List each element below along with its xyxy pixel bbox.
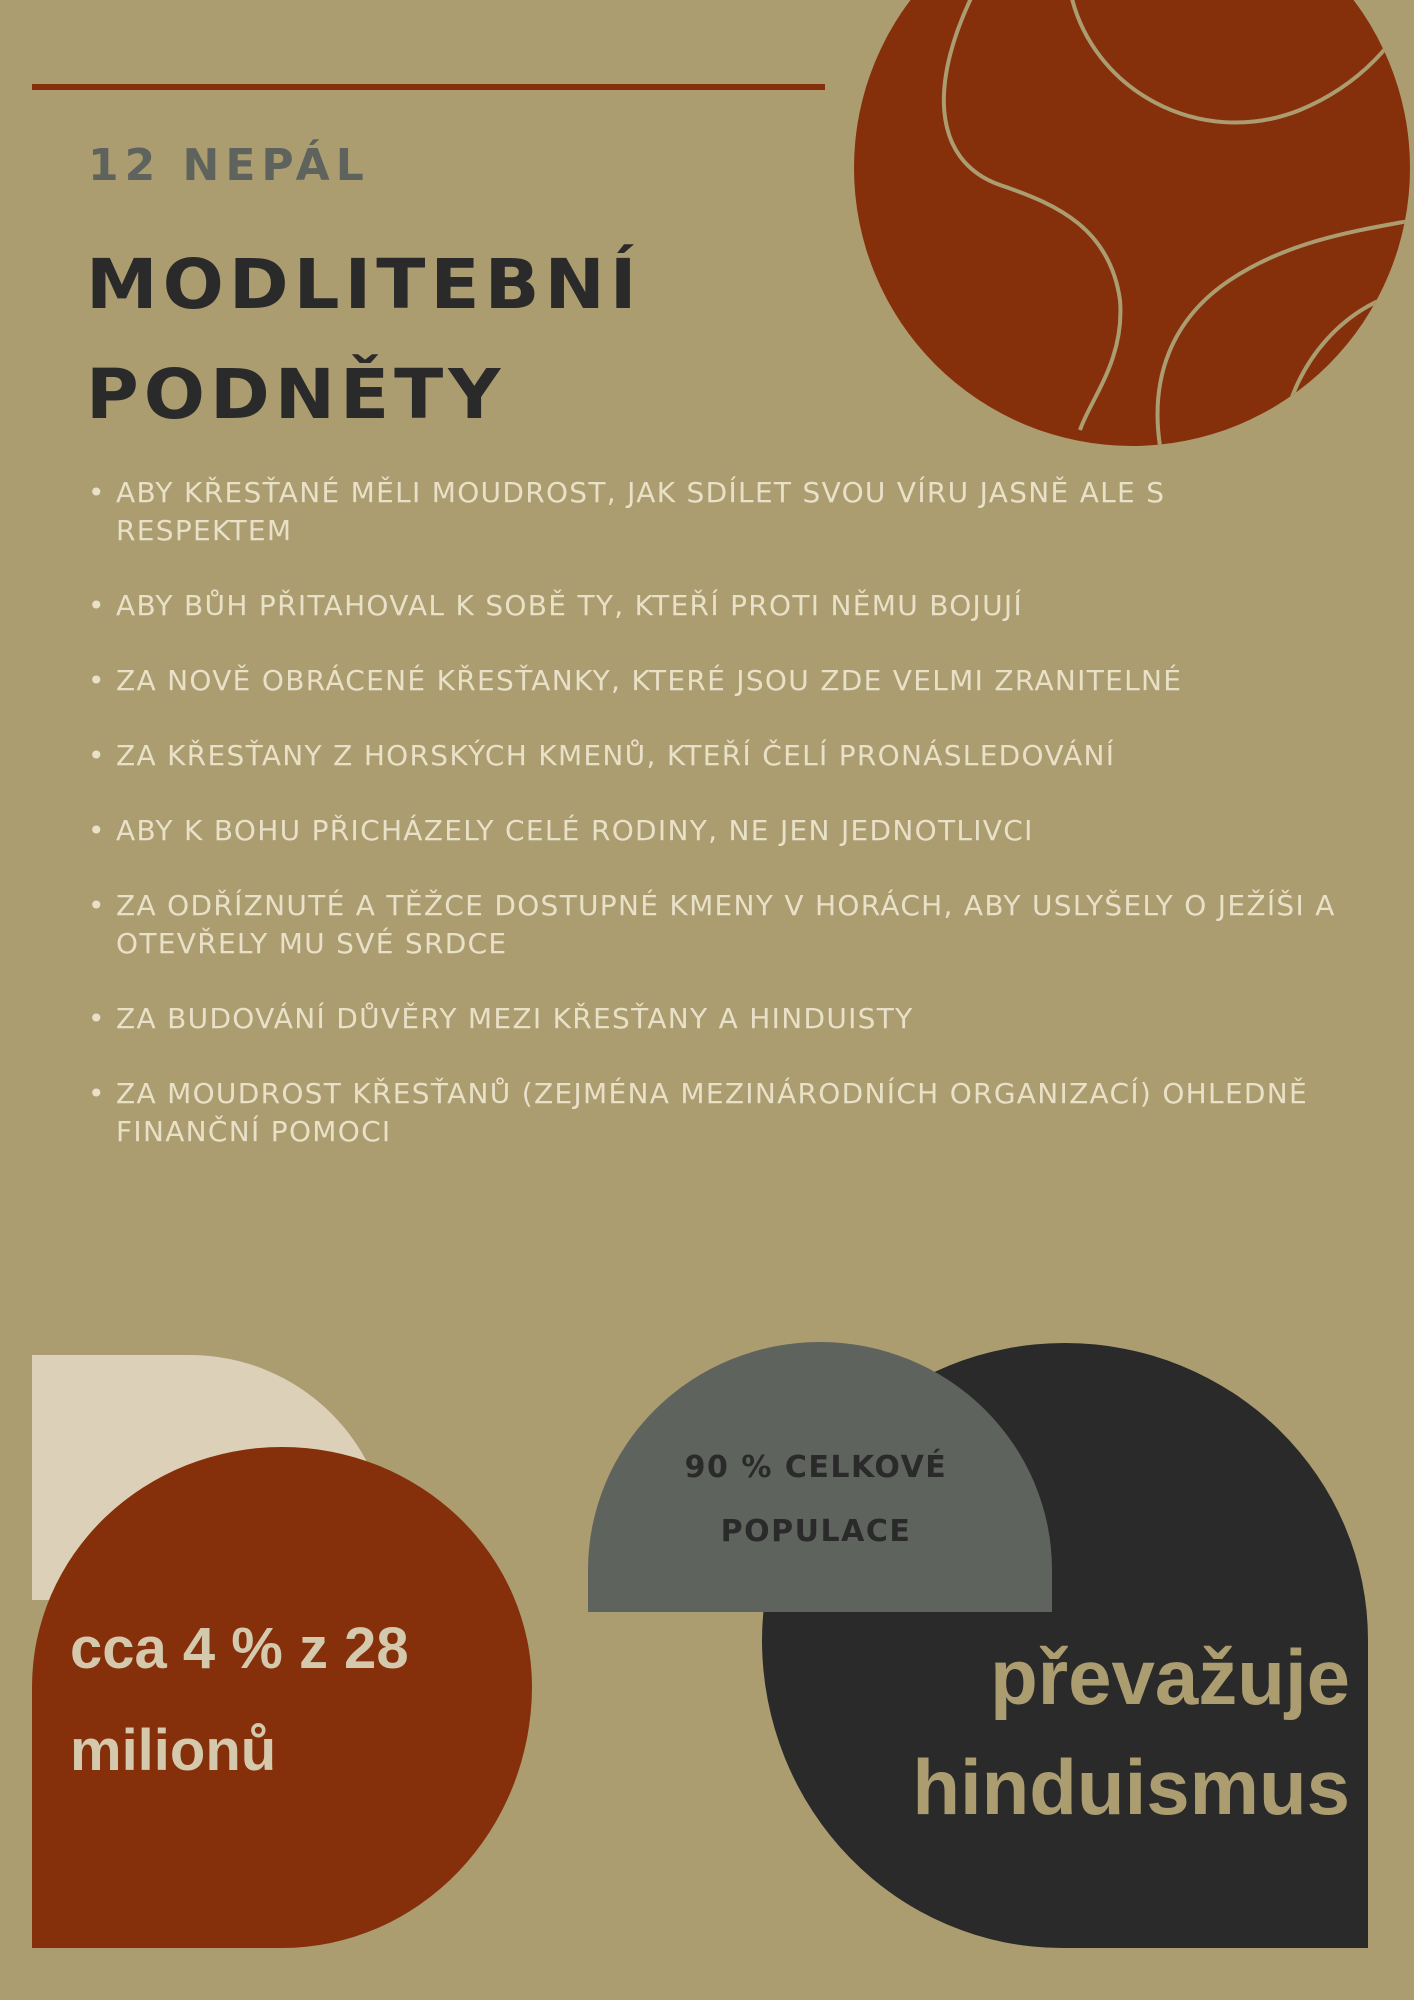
religion-stat (820, 1622, 1350, 1842)
population-stat-line-2: POPULACE (720, 1514, 912, 1549)
bullet-icon: • (88, 889, 106, 922)
christians-stat-line-1: cca 4 % z 28 (70, 1616, 409, 1681)
population-stat-line-1: 90 % CELKOVÉ (684, 1450, 948, 1485)
title-line-1: MODLITEBNÍ (86, 244, 642, 325)
bullet-icon: • (88, 664, 106, 697)
christians-stat-line-2: milionů (70, 1718, 277, 1783)
christians-stat (70, 1598, 409, 1802)
bullet-icon: • (88, 476, 106, 509)
bullet-icon: • (88, 739, 106, 772)
list-item: • ZA KŘESŤANY Z HORSKÝCH KMENŮ, KTEŘÍ ČELÍ PRONÁSLEDOVÁNÍ (88, 737, 1348, 775)
top-right-circle (854, 0, 1414, 446)
list-item: • ZA NOVĚ OBRÁCENÉ KŘESŤANKY, KTERÉ JSOU ZDE VELMI ZRANITELNÉ (88, 662, 1348, 700)
country-subtitle: 12 NEPÁL (88, 140, 370, 191)
title-line-2: PODNĚTY (86, 354, 506, 435)
list-item: • ABY BŮH PŘITAHOVAL K SOBĚ TY, KTEŘÍ PROTI NĚMU BOJUJÍ (88, 587, 1348, 625)
list-item: • ZA ODŘÍZNUTÉ A TĚŽCE DOSTUPNÉ KMENY V HORÁCH, ABY USLYŠELY O JEŽÍŠI A OTEVŘELY MU SVÉ SRDCE (88, 889, 1336, 960)
page-title (86, 232, 642, 452)
religion-stat-line-2: hinduismus (912, 1743, 1350, 1831)
religion-stat-line-1: převažuje (990, 1633, 1350, 1721)
list-item: • ABY KŘESŤANÉ MĚLI MOUDROST, JAK SDÍLET SVOU VÍRU JASNĚ ALE S RESPEKTEM (88, 476, 1166, 547)
population-stat (588, 1436, 1044, 1564)
prayer-points-list (88, 474, 1348, 1188)
bullet-icon: • (88, 1002, 106, 1035)
bullet-icon: • (88, 1077, 106, 1110)
bullet-icon: • (88, 814, 106, 847)
list-item: • ZA MOUDROST KŘESŤANŮ (ZEJMÉNA MEZINÁRODNÍCH ORGANIZACÍ) OHLEDNĚ FINANČNÍ POMOCI (88, 1077, 1309, 1148)
list-item: • ABY K BOHU PŘICHÁZELY CELÉ RODINY, NE JEN JEDNOTLIVCI (88, 812, 1348, 850)
list-item: • ZA BUDOVÁNÍ DŮVĚRY MEZI KŘESŤANY A HINDUISTY (88, 1000, 1348, 1038)
bullet-icon: • (88, 589, 106, 622)
header-rule (32, 84, 825, 90)
